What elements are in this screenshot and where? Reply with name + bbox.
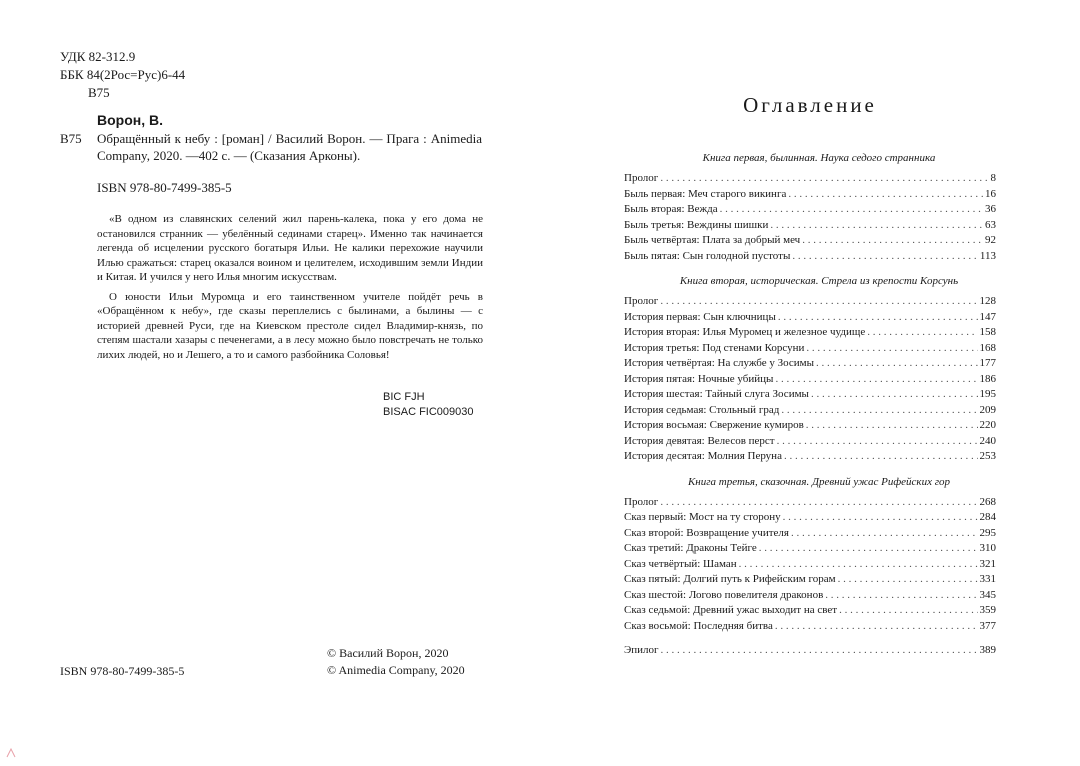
toc-entry-page: 16 (985, 187, 996, 200)
dot-leader (778, 310, 978, 326)
toc-entry-title: История третья: Под стенами Корсуни (624, 341, 805, 354)
toc-entry-page: 195 (979, 388, 996, 400)
cutter-code-top: В75 (88, 85, 110, 100)
toc-section-heading: Книга первая, былинная. Наука седого странника (702, 152, 936, 164)
toc-entry-title: Сказ шестой: Логово повелителя драконов (624, 588, 824, 601)
author-heading: Ворон, В. (97, 112, 164, 128)
toc-entry-title: Сказ пятый: Долгий путь к Рифейским горам (624, 573, 836, 585)
toc-entry-page: 268 (979, 495, 996, 508)
toc-entry-title: Быль первая: Меч старого викинга (624, 187, 787, 200)
annotation (97, 212, 483, 367)
cutter-code: В75 (60, 131, 82, 146)
toc-entry (624, 603, 996, 619)
dot-leader (806, 418, 978, 434)
toc-entry (624, 387, 996, 403)
dot-leader (839, 603, 977, 619)
annotation-paragraph: О юности Ильи Муромца и его таинственном учителе пойдёт речь в «Обращённом к небу», где сказы переплелись с былинами, а былины — с историей древней Руси, где на Киевском престоле сидел Владимир-князь, по степям шастали хазары с печенегами, а в лесу можно было повстречать не только лихих людей, но и Лешего, а то и самого разбойника Соловья! (97, 290, 483, 361)
toc-section (624, 273, 996, 465)
toc-entry-title: Сказ третий: Драконы Тейге (624, 542, 757, 554)
toc-entry-page: 321 (979, 557, 996, 570)
toc-section (624, 150, 996, 264)
dot-leader (660, 171, 988, 187)
toc-entry (624, 643, 996, 659)
toc-entry (624, 619, 996, 635)
toc-entry (624, 526, 996, 542)
toc-entry-title: Пролог (624, 495, 659, 508)
dot-leader (825, 588, 977, 604)
toc-entry (624, 572, 996, 588)
toc-entry (624, 171, 996, 187)
toc-entry-page: 158 (979, 326, 996, 338)
toc-entry-title: История восьмая: Свержение кумиров (624, 419, 804, 431)
dot-leader (788, 187, 983, 203)
toc-entry (624, 310, 996, 326)
right-page-toc (540, 0, 1080, 766)
table-of-contents (624, 150, 996, 659)
dot-leader (739, 557, 978, 573)
classification-block (60, 48, 185, 102)
toc-entry (624, 187, 996, 203)
toc-entry-page: 209 (979, 403, 996, 416)
isbn-bottom: ISBN 978-80-7499-385-5 (60, 664, 185, 678)
toc-entry-title: Быль третья: Веждины шишки (624, 218, 769, 231)
toc-entry-page: 240 (979, 434, 996, 447)
toc-entry-title: Сказ первый: Мост на ту сторону (624, 511, 781, 523)
dot-leader (867, 325, 977, 341)
copyright-publisher: © Animedia Company, 2020 (327, 663, 465, 677)
dot-leader (781, 403, 977, 419)
toc-entry-page: 220 (979, 419, 996, 431)
dot-leader (802, 233, 983, 249)
toc-entry (624, 218, 996, 234)
toc-entry-page: 253 (979, 450, 996, 462)
toc-entry (624, 403, 996, 419)
toc-entry (624, 356, 996, 372)
toc-entry (624, 372, 996, 388)
bibliographic-description: Обращённый к небу : [роман] / Василий Ворон. — Прага : Animedia Company, 2020. —402 с. — (Сказания Арконы). (97, 131, 482, 163)
dot-leader (777, 434, 978, 450)
toc-entry-page: 36 (985, 203, 996, 215)
toc-entry (624, 541, 996, 557)
copyright-block (327, 645, 465, 679)
toc-entry-title: Быль вторая: Вежда (624, 203, 718, 215)
toc-entry-title: История седьмая: Стольный град (624, 403, 780, 416)
toc-entry-page: 310 (979, 542, 996, 554)
dot-leader (661, 643, 978, 659)
dot-leader (660, 495, 977, 511)
toc-entry-title: История десятая: Молния Перуна (624, 450, 782, 462)
toc-entry-page: 377 (979, 619, 996, 632)
toc-entry-page: 63 (985, 218, 996, 231)
toc-entry-page: 284 (979, 511, 996, 523)
toc-entry-page: 186 (979, 372, 996, 385)
toc-entry-title: Быль пятая: Сын голодной пустоты (624, 249, 791, 262)
toc-entry-page: 345 (979, 588, 996, 601)
corner-mark-icon (6, 748, 16, 758)
toc-entry (624, 434, 996, 450)
isbn: ISBN 978-80-7499-385-5 (97, 180, 232, 195)
toc-entry-page: 359 (979, 604, 996, 616)
toc-entry (624, 510, 996, 526)
toc-entry-page: 331 (979, 573, 996, 585)
toc-entry (624, 588, 996, 604)
toc-entry-title: История четвёртая: На службе у Зосимы (624, 357, 815, 369)
dot-leader (838, 572, 978, 588)
toc-entry-page: 8 (990, 172, 996, 184)
dot-leader (816, 356, 977, 372)
toc-entry (624, 557, 996, 573)
toc-section-heading: Книга вторая, историческая. Стрела из крепости Корсунь (679, 275, 959, 287)
toc-entry (624, 495, 996, 511)
dot-leader (791, 526, 978, 542)
dot-leader (720, 202, 983, 218)
toc-entry (624, 294, 996, 310)
toc-entry-page: 295 (979, 526, 996, 539)
toc-entry-title: Пролог (624, 295, 659, 307)
toc-entry-page: 177 (979, 357, 996, 369)
dot-leader (775, 619, 978, 635)
bic-code: BIC FJH (383, 391, 425, 403)
toc-title: Оглавление (743, 93, 877, 117)
dot-leader (660, 294, 977, 310)
toc-entry-title: Сказ восьмой: Последняя битва (624, 619, 773, 632)
dot-leader (759, 541, 978, 557)
toc-entry-title: История пятая: Ночные убийцы (624, 372, 774, 385)
toc-entry-title: Сказ четвёртый: Шаман (624, 557, 737, 570)
toc-entry (624, 233, 996, 249)
dot-leader (784, 449, 978, 465)
toc-entry-page: 147 (979, 310, 996, 323)
toc-entry-page: 389 (979, 644, 996, 656)
dot-leader (770, 218, 983, 234)
toc-entry (624, 249, 996, 265)
toc-entry-page: 113 (979, 249, 996, 262)
toc-entry-title: Быль четвёртая: Плата за добрый меч (624, 234, 801, 246)
dot-leader (775, 372, 977, 388)
toc-entry-title: Эпилог (624, 644, 659, 656)
dot-leader (811, 387, 978, 403)
toc-entry (624, 202, 996, 218)
annotation-paragraph: «В одном из славянских селений жил парень-калека, пока у его дома не остановился странник — убелённый сединами старец». Именно так начинается легенда об исцелении русского богатыря Ильи. Не калики перехожие научили Илью сражаться: старец оказался воином и целителем, исходившим земли Индии и Китая. И учился у него Илья многим искусствам. (97, 213, 483, 283)
subject-codes (383, 390, 474, 420)
dot-leader (783, 510, 978, 526)
copyright-author: © Василий Ворон, 2020 (327, 646, 449, 660)
toc-entry-page: 92 (985, 234, 996, 246)
toc-entry-page: 128 (979, 295, 996, 307)
toc-entry-title: История первая: Сын ключницы (624, 310, 776, 323)
toc-entry-title: История вторая: Илья Муромец и железное чудище (624, 326, 866, 338)
dot-leader (792, 249, 978, 265)
toc-entry-title: История девятая: Велесов перст (624, 434, 775, 447)
toc-entry-title: Пролог (624, 172, 659, 184)
toc-entry (624, 341, 996, 357)
toc-entry-page: 168 (979, 341, 996, 354)
udk-code: УДК 82-312.9 (60, 49, 136, 64)
dot-leader (806, 341, 977, 357)
toc-entry-title: Сказ второй: Возвращение учителя (624, 526, 789, 539)
toc-section-heading: Книга третья, сказочная. Древний ужас Рифейских гор (687, 475, 951, 488)
toc-section (624, 474, 996, 635)
toc-entry (624, 418, 996, 434)
toc-entry (624, 325, 996, 341)
toc-entry (624, 449, 996, 465)
toc-entry-title: Сказ седьмой: Древний ужас выходит на свет (624, 604, 838, 616)
toc-entry-title: История шестая: Тайный слуга Зосимы (624, 388, 809, 400)
bbk-code: ББК 84(2Рос=Рус)6-44 (60, 67, 186, 82)
bisac-code: BISAC FIC009030 (383, 406, 474, 418)
